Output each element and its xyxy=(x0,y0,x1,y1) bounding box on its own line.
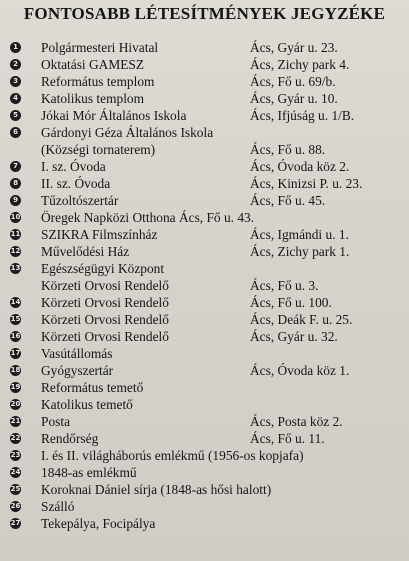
number-badge: 18 xyxy=(10,366,21,374)
facility-address: Ács, Fő u. 100. xyxy=(250,295,332,310)
list-item xyxy=(0,515,409,532)
list-item xyxy=(0,56,409,73)
facility-name: Polgármesteri Hivatal xyxy=(41,40,159,55)
facility-name: Művelődési Ház xyxy=(41,244,130,259)
number-badge: 10 xyxy=(10,213,21,221)
number-badge: 23 xyxy=(10,451,21,459)
facility-address: Ács, Gyár u. 23. xyxy=(250,40,338,55)
facility-name: Rendőrség xyxy=(41,431,99,446)
number-badge: 7 xyxy=(10,161,21,172)
number-badge: 25 xyxy=(10,485,21,493)
facility-name: Tűzoltószertár xyxy=(41,193,119,208)
list-item xyxy=(0,481,409,498)
number-badge: 6 xyxy=(10,127,21,138)
number-badge: 13 xyxy=(10,264,21,272)
list-item xyxy=(0,226,409,243)
list-item xyxy=(0,328,409,345)
facility-address: Ács, Kinizsi P. u. 23. xyxy=(250,176,363,191)
facility-name: Körzeti Orvosi Rendelő xyxy=(41,295,169,310)
number-badge: 19 xyxy=(10,383,21,391)
facility-name: SZIKRA Filmszínház xyxy=(41,227,158,242)
facility-address: Ács, Zichy park 1. xyxy=(250,244,350,259)
number-badge: 22 xyxy=(10,434,21,442)
number-badge: 27 xyxy=(10,519,21,527)
facility-address: Ács, Óvoda köz 1. xyxy=(250,363,350,378)
list-item xyxy=(0,379,409,396)
facility-address: Ács, Zichy park 4. xyxy=(250,57,350,72)
facility-name: Öregek Napközi Otthona Ács, Fő u. 43. xyxy=(41,210,255,225)
facility-name: Körzeti Orvosi Rendelő xyxy=(41,278,169,293)
page-title: FONTOSABB LÉTESÍTMÉNYEK JEGYZÉKE xyxy=(23,4,386,23)
list-item xyxy=(0,107,409,124)
facility-address: Ács, Igmándi u. 1. xyxy=(250,227,349,242)
list-item xyxy=(0,73,409,90)
number-badge: 2 xyxy=(10,59,21,70)
list-item xyxy=(0,260,409,277)
number-badge: 21 xyxy=(10,417,21,425)
facility-list xyxy=(0,39,409,532)
facility-name: (Községi tornaterem) xyxy=(41,142,156,157)
list-item xyxy=(0,175,409,192)
number-badge: 3 xyxy=(10,76,21,87)
facility-name: 1848-as emlékmű xyxy=(41,465,137,480)
facility-name: Református templom xyxy=(41,74,155,89)
list-item xyxy=(0,209,409,226)
list-item xyxy=(0,124,409,141)
facility-name: Posta xyxy=(41,414,71,429)
list-item xyxy=(0,192,409,209)
facility-address: Ács, Gyár u. 10. xyxy=(250,91,338,106)
facility-address: Ács, Fő u. 45. xyxy=(250,193,326,208)
list-item xyxy=(0,396,409,413)
list-item xyxy=(0,430,409,447)
facility-name: Körzeti Orvosi Rendelő xyxy=(41,329,169,344)
facility-name: II. sz. Óvoda xyxy=(41,176,111,191)
facility-name: Oktatási GAMESZ xyxy=(41,57,145,72)
facility-address: Ács, Posta köz 2. xyxy=(250,414,343,429)
facility-name: Katolikus templom xyxy=(41,91,145,106)
list-item xyxy=(0,464,409,481)
facility-address: Ács, Ifjúság u. 1/B. xyxy=(250,108,355,123)
number-badge: 15 xyxy=(10,315,21,323)
facility-address: Ács, Fő u. 3. xyxy=(250,278,319,293)
list-item xyxy=(0,311,409,328)
number-badge: 4 xyxy=(10,93,21,104)
facility-address: Ács, Fő u. 69/b. xyxy=(250,74,336,89)
number-badge: 12 xyxy=(10,247,21,255)
number-badge: 11 xyxy=(10,230,21,238)
facility-name: I. és II. világháborús emlékmű (1956-os kopjafa) xyxy=(41,448,304,463)
number-badge: 17 xyxy=(10,349,21,357)
facility-address: Ács, Gyár u. 32. xyxy=(250,329,338,344)
facility-name: Körzeti Orvosi Rendelő xyxy=(41,312,169,327)
list-item xyxy=(0,294,409,311)
number-badge: 20 xyxy=(10,400,21,408)
list-item xyxy=(0,243,409,260)
facility-address: Ács, Óvoda köz 2. xyxy=(250,159,350,174)
number-badge: 24 xyxy=(10,468,21,476)
list-item xyxy=(0,362,409,379)
list-item xyxy=(0,90,409,107)
list-item xyxy=(0,39,409,56)
facility-address: Ács, Deák F. u. 25. xyxy=(250,312,353,327)
facility-name: Gyógyszertár xyxy=(41,363,114,378)
facility-name: Gárdonyi Géza Általános Iskola xyxy=(41,125,214,140)
list-item xyxy=(0,158,409,175)
number-badge: 1 xyxy=(10,42,21,53)
facility-name: Egészségügyi Központ xyxy=(41,261,165,276)
list-item xyxy=(0,413,409,430)
list-item xyxy=(0,277,409,294)
facility-name: Tekepálya, Focipálya xyxy=(41,516,156,531)
list-item xyxy=(0,141,409,158)
list-item xyxy=(0,498,409,515)
list-item xyxy=(0,447,409,464)
number-badge: 9 xyxy=(10,195,21,206)
facility-name: Katolikus temető xyxy=(41,397,133,412)
number-badge: 26 xyxy=(10,502,21,510)
facility-address: Ács, Fő u. 88. xyxy=(250,142,326,157)
facility-name: Koroknai Dániel sírja (1848-as hősi halott) xyxy=(41,482,272,497)
list-item xyxy=(0,345,409,362)
facility-name: Vasútállomás xyxy=(41,346,113,361)
number-badge: 14 xyxy=(10,298,21,306)
facility-name: Jókai Mór Általános Iskola xyxy=(41,108,187,123)
facility-name: I. sz. Óvoda xyxy=(41,159,106,174)
facility-name: Református temető xyxy=(41,380,144,395)
facility-name: Szálló xyxy=(41,499,75,514)
number-badge: 8 xyxy=(10,178,21,189)
facility-address: Ács, Fő u. 11. xyxy=(250,431,325,446)
number-badge: 5 xyxy=(10,110,21,121)
number-badge: 16 xyxy=(10,332,21,340)
